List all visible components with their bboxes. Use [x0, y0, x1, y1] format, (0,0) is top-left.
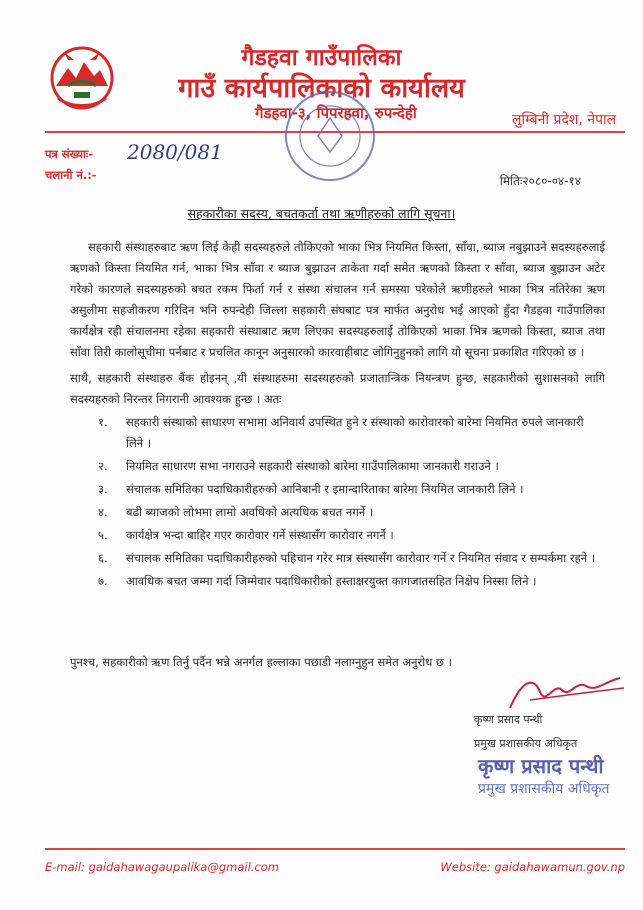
- list-item-number: ५.: [98, 528, 108, 542]
- signatory-name: कृष्ण प्रसाद पन्थी: [474, 713, 543, 726]
- list-item: [98, 502, 598, 523]
- instruction-list: [98, 412, 598, 594]
- office-title-municipality: गैडहवा गाउँपालिका: [241, 45, 402, 71]
- list-item-number: ४.: [98, 505, 108, 519]
- body-paragraph-2: साथै, सहकारी संस्थाहरु बैंक होइनन् ,यी संस्थाहरुमा सदस्यहरुको प्रजातान्त्रिक नियन्त्रण हुन्छ, सहकारीको सुशासनको लागि सदस्यहरुको निरन्तर निगरानी आवश्यक हुन्छ । अतः: [70, 371, 605, 406]
- list-item-number: १.: [98, 415, 108, 429]
- list-item-number: ३.: [98, 482, 108, 496]
- list-item: [98, 456, 598, 477]
- body-paragraph-1: सहकारी संस्थाहरुबाट ऋण लिई केही सदस्यहरुले तोकिएको भाका भित्र नियमित किस्ता, साँवा, ब्याज नबुझाउने सदस्यहरुलाई ऋणको किस्ता नियमित गर्न, भाका भित्र साँवा र ब्याज बुझाउन ताकेता गर्दा समेत ऋणको किस्ता र साँवा, ब्याज बुझाउन अटेर गरेको कारणले सदस्यहरुको बचत रकम फिर्ता गर्न र संस्था संचालन गर्न समस्या परेकोले ऋणीहरुले भाका भित्र नतिरेका ऋण असुलीमा सहजीकरण गरिदिन भनि रुपन्देही जिल्ला सहकारी संघबाट पत्र मार्फत अनुरोध भई आएको हुँदा गैडहवा गाउँपालिका कार्यक्षेत्र रही संचालनमा रहेका सहकारी संस्थाबाट ऋण लिएका सदस्यहरुलाई तोकिएको भाका भित्र ऋणको किस्ता, ब्याज तथा साँवा तिरी कालोसूचीमा पर्नबाट र प्रचलित कानून अनुसारको कारवाहीबाट जोगिनुहुनको लागि यो सूचना प्रकाशित गरिएको छ ।: [70, 240, 605, 359]
- office-title-executive: गाउँ कार्यपालिकाको कार्यालय: [178, 73, 465, 104]
- list-item-text: सहकारी संस्थाको साधारण सभामा अनिवार्य उपस्थित हुने र संस्थाको कारोवारको बारेमा नियमित रुपले जानकारी लिने ।: [126, 415, 584, 450]
- list-item-text: बढी ब्याजको लोभमा लामो अवधिको अत्यधिक बचत नगर्ने ।: [126, 505, 374, 519]
- list-item-number: २.: [98, 459, 108, 473]
- header-divider: [45, 131, 625, 133]
- list-item-text: आवधिक बचत जम्मा गर्दा जिम्मेवार पदाधिकारीको हस्ताक्षरयुक्त कागजातसहित निक्षेप निस्सा लिने ।: [126, 574, 537, 588]
- list-item-text: नियमित साधारण सभा नगराउने सहकारी संस्थाको बारेमा गाउँपालिकामा जानकारी गराउने ।: [126, 459, 499, 473]
- office-address: गैडहवा-३, पिपरहवा, रुपन्देही: [255, 104, 417, 122]
- signature-scribble-icon: [500, 670, 630, 716]
- closing-note: पुनश्च, सहकारीको ऋण तिर्नु पर्दैन भन्ने अनर्गल हल्लाका पछाडी नलाग्नुहुन समेत अनुरोध छ ।: [70, 655, 452, 669]
- signatory-title: प्रमुख प्रशासकीय अधिकृत: [474, 737, 578, 750]
- patra-number-label: पत्र संख्याः-: [45, 147, 94, 161]
- list-item-text: कार्यक्षेत्र भन्दा बाहिर गएर कारोवार गर्ने संस्थासँग कारोवार नगर्ने ।: [126, 528, 394, 542]
- list-item-text: संचालक समितिका पदाधिकारीहरुको आनिबानी र इमान्दारिताका बारेमा नियमित जानकारी लिने ।: [126, 482, 524, 496]
- list-item: [98, 412, 598, 454]
- list-item: [98, 571, 598, 592]
- list-item-number: ७.: [98, 574, 108, 588]
- list-item: [98, 525, 598, 546]
- patra-number-handwritten: 2080/081: [127, 140, 223, 164]
- footer-website: Website: gaidahawamun.gov.np: [440, 860, 625, 874]
- list-item: [98, 479, 598, 500]
- signature-stamp-name: कृष्ण प्रसाद पन्थी: [478, 754, 604, 778]
- letter-subject: सहकारीका सदस्य, बचतकर्ता तथा ऋणीहरुको लागि सूचना।: [187, 206, 456, 221]
- list-item-text: संचालक समितिका पदाधिकारीहरुको पहिचान गरेर मात्र संस्थासँग कारोवार गर्ने र नियमित संवाद र सम्पर्कमा रहने ।: [126, 551, 596, 565]
- office-province: लुम्बिनी प्रदेश, नेपाल: [512, 112, 617, 128]
- footer-email: E-mail: gaidahawagaupalika@gmail.com: [45, 860, 279, 874]
- signature-stamp-title: प्रमुख प्रशासकीय अधिकृत: [478, 781, 610, 797]
- letter-date: मितिः२०८०-०४-१४: [499, 174, 581, 188]
- footer-divider: [45, 848, 625, 850]
- list-item: [98, 548, 598, 569]
- chalani-number-label: चलानी नं.:-: [45, 168, 97, 182]
- office-seal-icon: [282, 88, 378, 184]
- list-item-number: ६.: [98, 551, 108, 565]
